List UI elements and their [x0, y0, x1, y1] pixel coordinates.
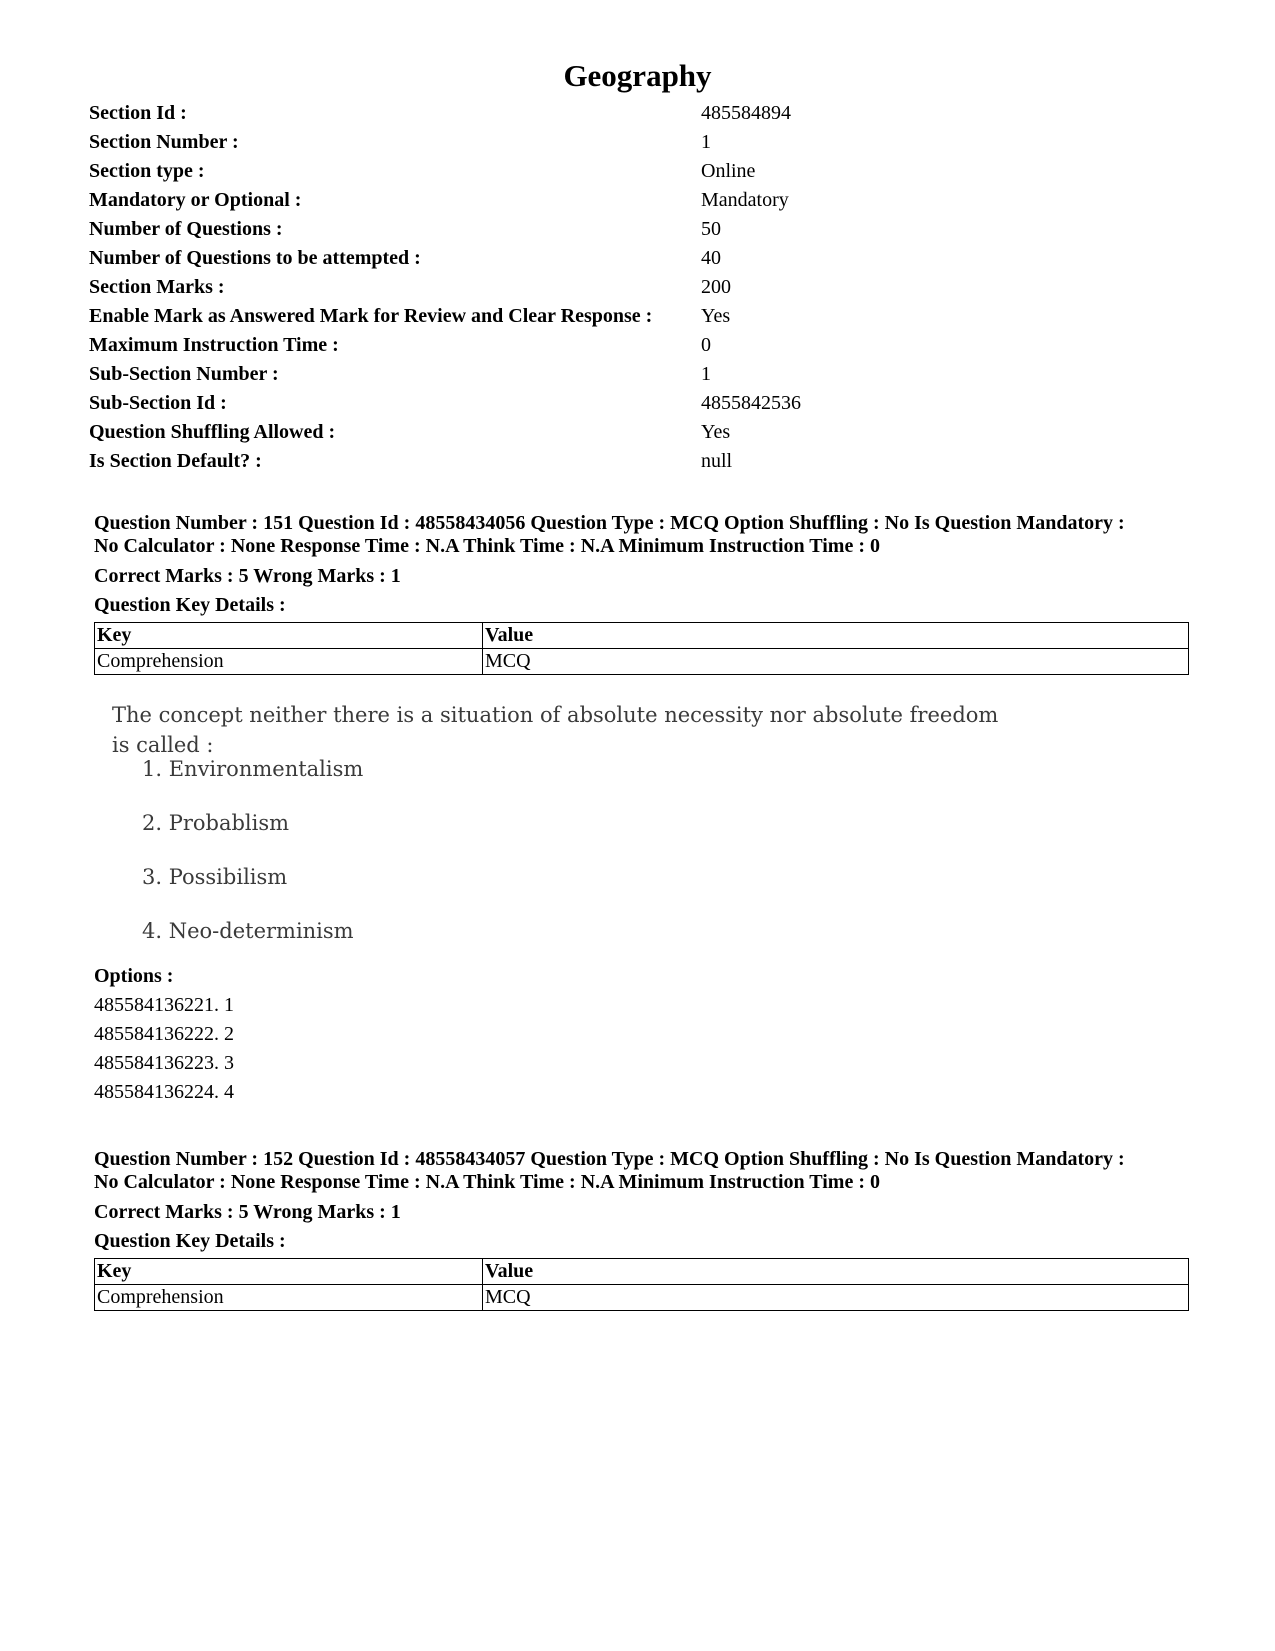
sub-section-number-row — [89, 360, 1189, 389]
option-id-row: 485584136221. 1 — [94, 994, 234, 1016]
sub-section-id-row — [89, 389, 1189, 418]
question-content-image — [112, 700, 1012, 943]
info-value: Online — [701, 160, 756, 182]
info-value: 1 — [701, 131, 711, 153]
info-label: Section Number : — [89, 131, 239, 153]
key-table-cell-key: Comprehension — [95, 1285, 483, 1311]
section-number-row — [89, 128, 1189, 157]
key-table-header-value: Value — [483, 1259, 1189, 1285]
option-id-row: 485584136224. 4 — [94, 1081, 234, 1103]
max-instruction-time-row — [89, 331, 1189, 360]
option-id-row: 485584136222. 2 — [94, 1023, 234, 1045]
enable-mark-review-row — [89, 302, 1189, 331]
key-table-header-key: Key — [95, 623, 483, 649]
questions-to-attempt-row — [89, 244, 1189, 273]
info-label: Section Marks : — [89, 276, 225, 298]
info-label: Maximum Instruction Time : — [89, 334, 339, 356]
question-choice-3: 3. Possibilism — [142, 865, 288, 889]
page-title: Geography — [563, 58, 712, 93]
info-value: 4855842536 — [701, 392, 801, 414]
info-label: Sub-Section Id : — [89, 392, 227, 414]
info-label: Enable Mark as Answered Mark for Review and Clear Response : — [89, 305, 653, 327]
question-header-line-1: Question Number : 151 Question Id : 48558434056 Question Type : MCQ Option Shuffling : No Is Question Mandatory : — [94, 512, 1125, 534]
question-header-line-2: No Calculator : None Response Time : N.A Think Time : N.A Minimum Instruction Time : 0 — [94, 535, 880, 557]
mandatory-or-optional-row — [89, 186, 1189, 215]
section-info — [89, 99, 1189, 476]
key-table-cell-value: MCQ — [483, 649, 1189, 675]
question-text: The concept neither there is a situation of absolute necessity nor absolute freedom is called : — [112, 703, 999, 757]
key-table-cell-value: MCQ — [483, 1285, 1189, 1311]
info-label: Is Section Default? : — [89, 450, 262, 472]
info-label: Section Id : — [89, 102, 187, 124]
info-label: Question Shuffling Allowed : — [89, 421, 336, 443]
info-label: Section type : — [89, 160, 205, 182]
question-block-151 — [94, 512, 1194, 675]
question-key-table — [94, 1258, 1189, 1311]
options-section — [94, 962, 234, 1107]
question-key-details-label: Question Key Details : — [94, 594, 286, 616]
key-table-header-row — [95, 1259, 1189, 1285]
section-type-row — [89, 157, 1189, 186]
question-header-line-1: Question Number : 152 Question Id : 48558434057 Question Type : MCQ Option Shuffling : No Is Question Mandatory : — [94, 1148, 1125, 1170]
key-table-cell-key: Comprehension — [95, 649, 483, 675]
question-key-details-label: Question Key Details : — [94, 1230, 286, 1252]
info-value: 1 — [701, 363, 711, 385]
key-table-row — [95, 649, 1189, 675]
info-value: 40 — [701, 247, 721, 269]
section-id-row — [89, 99, 1189, 128]
info-value: Yes — [701, 421, 731, 443]
question-header-line-2: No Calculator : None Response Time : N.A Think Time : N.A Minimum Instruction Time : 0 — [94, 1171, 880, 1193]
question-shuffling-row — [89, 418, 1189, 447]
info-value: Yes — [701, 305, 731, 327]
info-value: 200 — [701, 276, 731, 298]
question-choice-2: 2. Probablism — [142, 811, 290, 835]
info-label: Sub-Section Number : — [89, 363, 279, 385]
info-value: 50 — [701, 218, 721, 240]
key-table-row — [95, 1285, 1189, 1311]
section-marks-row — [89, 273, 1189, 302]
info-value: null — [701, 450, 733, 472]
question-choice-1: 1. Environmentalism — [142, 757, 364, 781]
key-table-header-value: Value — [483, 623, 1189, 649]
info-label: Number of Questions : — [89, 218, 283, 240]
info-value: Mandatory — [701, 189, 789, 211]
number-of-questions-row — [89, 215, 1189, 244]
key-table-header-row — [95, 623, 1189, 649]
info-label: Mandatory or Optional : — [89, 189, 302, 211]
question-key-table — [94, 622, 1189, 675]
key-table-header-key: Key — [95, 1259, 483, 1285]
question-marks: Correct Marks : 5 Wrong Marks : 1 — [94, 1201, 401, 1223]
section-default-row — [89, 447, 1189, 476]
question-choice-4: 4. Neo-determinism — [142, 919, 354, 943]
question-marks: Correct Marks : 5 Wrong Marks : 1 — [94, 565, 401, 587]
info-value: 0 — [701, 334, 711, 356]
info-value: 485584894 — [701, 102, 791, 124]
options-heading: Options : — [94, 965, 174, 987]
question-block-152 — [94, 1148, 1194, 1311]
info-label: Number of Questions to be attempted : — [89, 247, 421, 269]
option-id-row: 485584136223. 3 — [94, 1052, 234, 1074]
